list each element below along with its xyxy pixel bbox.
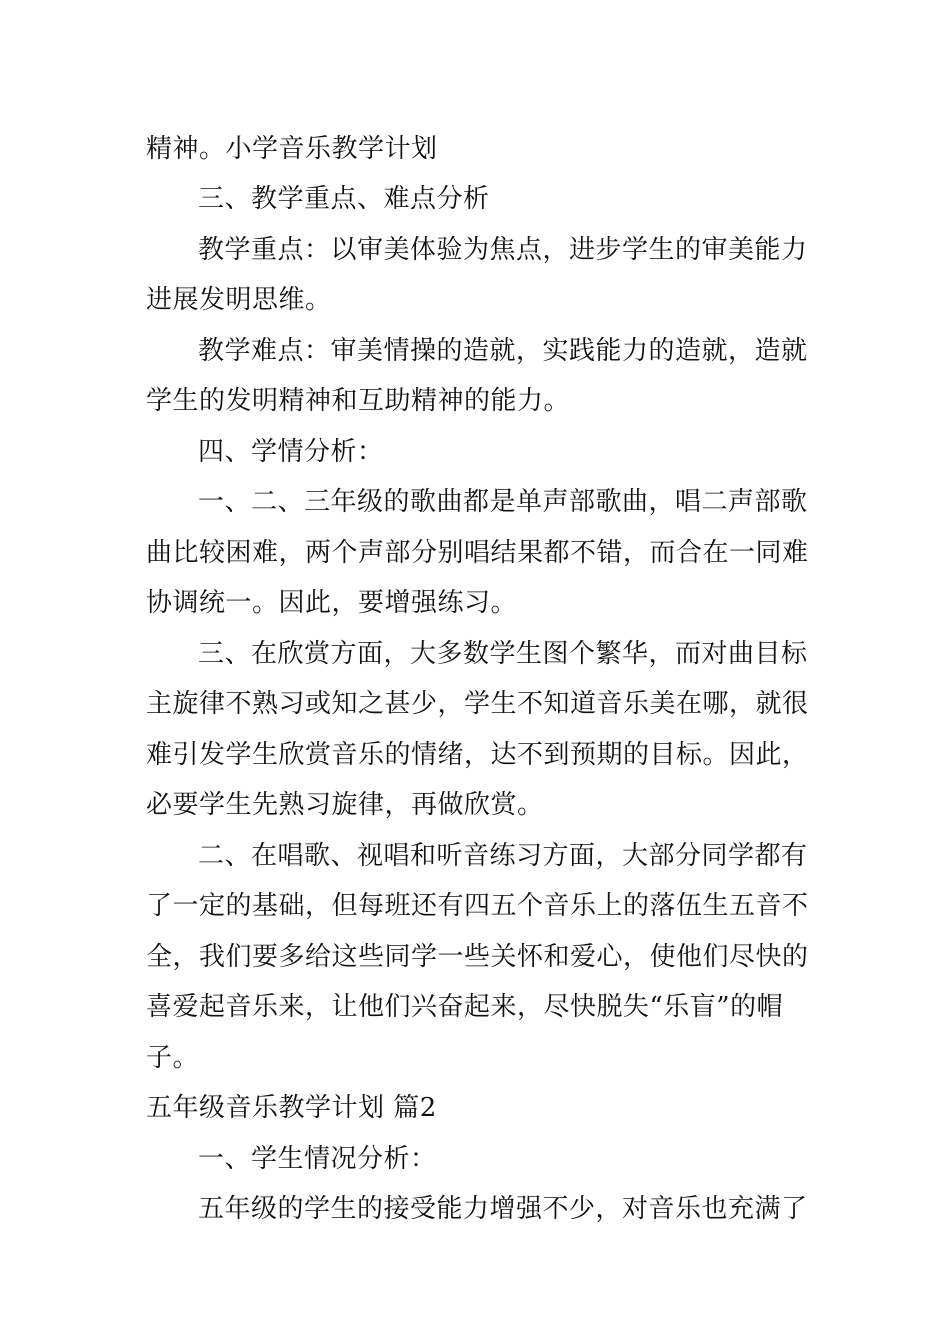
text-line: 主旋律不熟习或知之甚少，学生不知道音乐美在哪，就很 <box>146 689 809 719</box>
text-line: 子。 <box>146 1043 200 1073</box>
text-line: 五年级的学生的接受能力增强不少，对音乐也充满了 <box>198 1194 808 1224</box>
text-line: 精神。小学音乐教学计划 <box>146 134 438 164</box>
text-line: 学生的发明精神和互助精神的能力。 <box>146 386 571 416</box>
text-line: 一、二、三年级的歌曲都是单声部歌曲，唱二声部歌 <box>198 487 808 517</box>
document-title: 五年级音乐教学计划 篇2 <box>146 1093 437 1123</box>
section-heading: 四、学情分析： <box>198 437 384 467</box>
text-line: 喜爱起音乐来，让他们兴奋起来，尽快脱失“乐盲”的帽 <box>146 992 784 1022</box>
text-line: 必要学生先熟习旋律，再做欣赏。 <box>146 790 544 820</box>
text-line: 进展发明思维。 <box>146 285 332 315</box>
section-heading: 一、学生情况分析： <box>198 1144 437 1174</box>
text-line: 难引发学生欣赏音乐的情绪，达不到预期的目标。因此， <box>146 740 809 770</box>
text-line: 三、在欣赏方面，大多数学生图个繁华，而对曲目标 <box>198 639 808 669</box>
text-line: 二、在唱歌、视唱和听音练习方面，大部分同学都有 <box>198 841 808 871</box>
text-line: 曲比较困难，两个声部分别唱结果都不错，而合在一同难 <box>146 538 809 568</box>
section-heading: 三、教学重点、难点分析 <box>198 184 490 214</box>
text-line: 全，我们要多给这些同学一些关怀和爱心，使他们尽快的 <box>146 942 809 972</box>
text-line: 教学难点：审美情操的造就，实践能力的造就，造就 <box>198 336 808 366</box>
text-line: 教学重点：以审美体验为焦点，进步学生的审美能力 <box>198 235 808 265</box>
text-line: 了一定的基础，但每班还有四五个音乐上的落伍生五音不 <box>146 891 809 921</box>
text-line: 协调统一。因此，要增强练习。 <box>146 588 518 618</box>
